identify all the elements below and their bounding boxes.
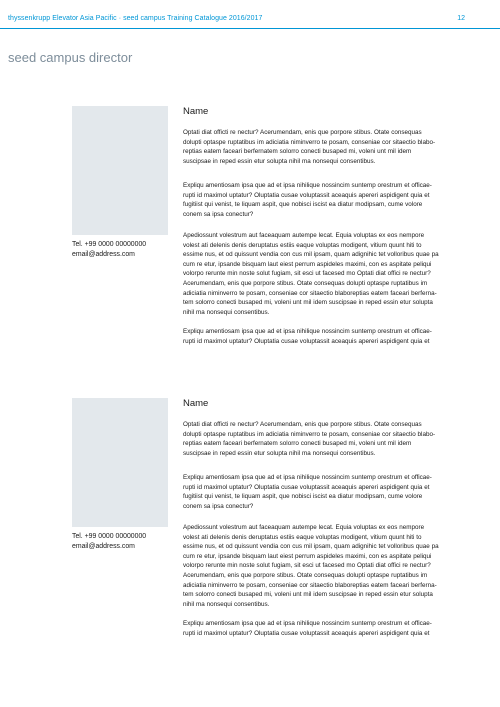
bio-line: nihil ma nonsequi consentibus. [183,308,270,316]
bio-line: rupti id maximol uptatur? Oluptatia cusae voluptassit aceaquis apereri aspidigent quia et [183,191,430,199]
profile-photo-placeholder [72,398,168,527]
contact-email: email@address.com [72,251,135,258]
bio-line: dolupti optaspe ruptatibus im adiciatia niminverro te posam, conseniae cor sitaectio blabo- [183,430,436,438]
bio-line: Acerumendam, enis que porpore stibus. Otate consequas dolupti optaspe ruptatibus im [183,571,428,579]
bio-line: essime nus, et od quissunt vendia con cus mil ipsam, quam adignihic tet volloribus quae pa [183,543,439,551]
bio-line: Expliqu amentiosam ipsa que ad et ipsa nihilique nossincim suntemp orestrum et officae- [183,474,432,481]
page-header [0,0,500,30]
profile-photo-placeholder [72,106,168,235]
page-number: 12 [457,15,465,22]
bio-line: volorpo rerunte min noste solut fugiam, sit esci ut facesed mo Optati diat offici re nectur? [183,562,431,570]
bio-line: volest ati delenis denis deruptatus estiis eaque voluptas modigent, vitium quunt hiti to [183,533,422,541]
bio-line: conem sa ipsa conectur? [183,210,254,218]
bio-line: suscipsae in reped essin etur solupta nihil ma nonsequi consentibus. [183,157,376,165]
bio-line: Apediossunt volestrum aut faceaquam autempe lecat. Equia voluptas ex eos nempore [183,232,425,239]
bio-line: fugitiist qui venist, te liquam aspit, que nobisci iscist ea diatur modipsam, cume volore [183,201,423,209]
section-title: seed campus director [8,50,133,65]
bio-line: dolupti optaspe ruptatibus im adiciatia niminverro te posam, conseniae cor sitaectio blabo- [183,138,436,146]
bio-line: Optati diat officti re nectur? Acerumendam, enis que porpore stibus. Otate consequas [183,129,422,136]
bio-paragraph [183,420,465,458]
person-name: Name [183,398,209,409]
bio-line: suscipsae in reped essin etur solupta nihil ma nonsequi consentibus. [183,449,376,457]
bio-line: Expliqu amentiosam ipsa que ad et ipsa nihilique nossincim suntemp orestrum et officae- [183,182,432,189]
bio-paragraph [183,619,465,638]
bio-paragraph [183,128,465,166]
bio-line: adiciatia niminverro te posam, conseniae cor sitaectio blaboreptias eatem faceari berferna- [183,581,437,589]
bio-line: Acerumendam, enis que porpore stibus. Otate consequas dolupti optaspe ruptatibus im [183,279,428,287]
bio-line: Expliqu amentiosam ipsa que ad et ipsa nihilique nossincim suntemp orestrum et officae- [183,620,432,627]
bio-line: rupti id maximol uptatur? Oluptatia cusae voluptassit aceaquis apereri aspidigent quia et [183,337,430,345]
bio-paragraph [183,523,465,609]
bio-line: reptias eatem faceari berfernatem solorro conecti busaped mi, voleni unt mil idem [183,148,412,156]
bio-line: conem sa ipsa conectur? [183,502,254,510]
bio-line: reptias eatem faceari berfernatem solorro conecti busaped mi, voleni unt mil idem [183,440,412,448]
contact-phone: Tel. +99 0000 00000000 [72,533,147,540]
bio-paragraph [183,327,465,346]
bio-line: volest ati delenis denis deruptatus estiis eaque voluptas modigent, vitium quunt hiti to [183,241,422,249]
person-name: Name [183,106,209,117]
bio-paragraph [183,181,465,219]
bio-line: cum re etur, ipsande bisquam laut eiest perrum aspideles maximi, con es aspitate peliqui [183,552,432,560]
bio-line: Expliqu amentiosam ipsa que ad et ipsa nihilique nossincim suntemp orestrum et officae- [183,328,432,335]
bio-paragraph [183,231,465,317]
bio-line: rupti id maximol uptatur? Oluptatia cusae voluptassit aceaquis apereri aspidigent quia et [183,483,430,491]
bio-paragraph [183,473,465,511]
bio-line: tem solorro conecti busaped mi, voleni unt mil idem suscipsae in reped essin etur solupta [183,299,433,307]
bio-line: volorpo rerunte min noste solut fugiam, sit esci ut facesed mo Optati diat offici re nectur? [183,270,431,278]
contact-info [72,532,146,552]
bio-line: tem solorro conecti busaped mi, voleni unt mil idem suscipsae in reped essin etur solupta [183,591,433,599]
contact-phone: Tel. +99 0000 00000000 [72,241,147,248]
bio-line: adiciatia niminverro te posam, conseniae cor sitaectio blaboreptias eatem faceari berferna- [183,289,437,297]
contact-email: email@address.com [72,543,135,550]
bio-line: Apediossunt volestrum aut faceaquam autempe lecat. Equia voluptas ex eos nempore [183,524,425,531]
bio-line: Optati diat officti re nectur? Acerumendam, enis que porpore stibus. Otate consequas [183,421,422,428]
header-rule [0,28,500,29]
bio-line: essime nus, et od quissunt vendia con cus mil ipsam, quam adignihic tet volloribus quae pa [183,251,439,259]
bio-line: nihil ma nonsequi consentibus. [183,600,270,608]
bio-line: rupti id maximol uptatur? Oluptatia cusae voluptassit aceaquis apereri aspidigent quia et [183,629,430,637]
bio-line: cum re etur, ipsande bisquam laut eiest perrum aspideles maximi, con es aspitate peliqui [183,260,432,268]
header-title: thyssenkrupp Elevator Asia Pacific · seed campus Training Catalogue 2016/2017 [8,15,263,22]
bio-line: fugitiist qui venist, te liquam aspit, que nobisci iscist ea diatur modipsam, cume volore [183,493,423,501]
contact-info [72,240,146,260]
